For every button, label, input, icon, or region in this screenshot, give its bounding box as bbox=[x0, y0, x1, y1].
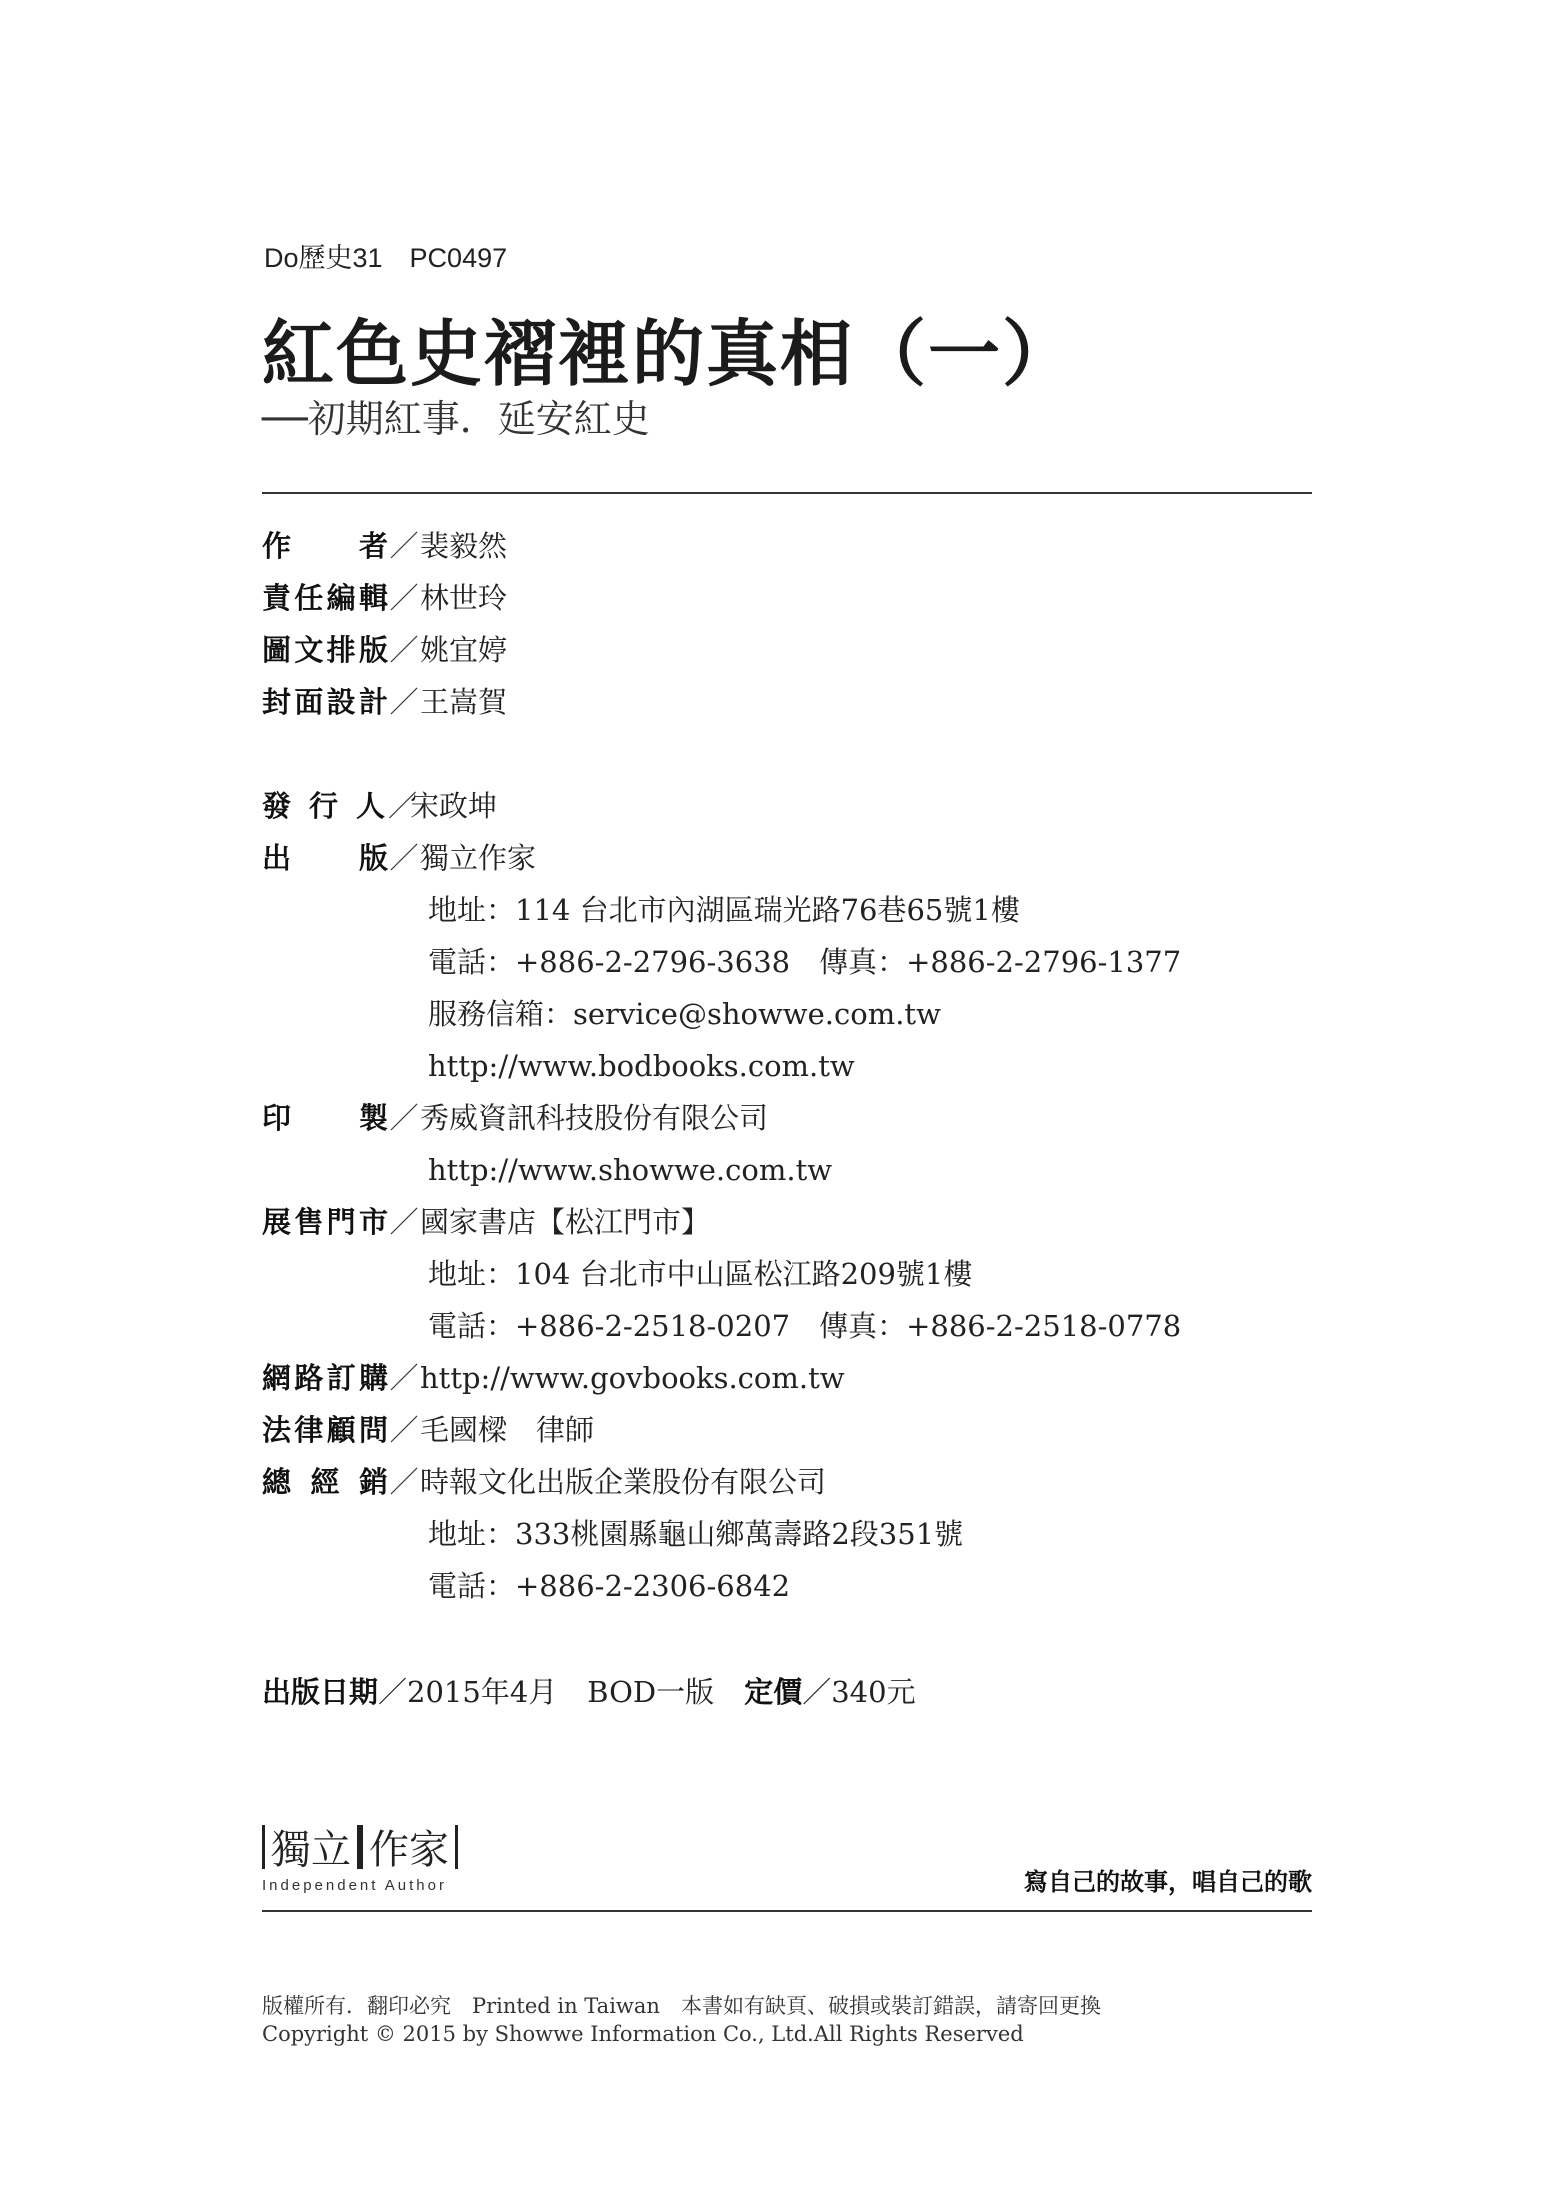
online-order-label: 網 路 訂 購 bbox=[262, 1361, 388, 1395]
credit-value: 裴毅然 bbox=[420, 529, 508, 563]
credit-label: 作 者 bbox=[262, 529, 388, 563]
legal-label: 法 律 顧 問 bbox=[262, 1413, 388, 1447]
series-code: Do歷史31 PC0497 bbox=[264, 243, 508, 273]
credit-editor: 責 任 編 輯 ／ 林世玲 bbox=[262, 572, 1312, 624]
bottom-divider bbox=[262, 1910, 1312, 1912]
distributor-address: 地址：333桃園縣龜山鄉萬壽路2段351號 bbox=[428, 1517, 964, 1551]
publisher-email: 服務信箱：service@showwe.com.tw bbox=[428, 997, 941, 1031]
store-address: 地址：104 台北市中山區松江路209號1樓 bbox=[428, 1257, 973, 1291]
issuer-label: 發 行 人 bbox=[262, 789, 386, 823]
distributor-value: 時報文化出版企業股份有限公司 bbox=[420, 1465, 827, 1499]
credit-label: 封 面 設 計 bbox=[262, 685, 388, 719]
issuer-row: 發 行 人 ／ 宋政坤 bbox=[262, 780, 1312, 832]
online-order-value: http://www.govbooks.com.tw bbox=[420, 1361, 845, 1395]
credit-value: 王嵩賀 bbox=[420, 685, 508, 719]
online-order-row: 網 路 訂 購 ／ http://www.govbooks.com.tw bbox=[262, 1352, 1312, 1404]
publisher-phone: 電話：+886-2-2796-3638 傳真：+886-2-2796-1377 bbox=[428, 945, 1182, 979]
logo-text-2: 作家 bbox=[369, 1827, 449, 1873]
credit-label: 責 任 編 輯 bbox=[262, 581, 388, 615]
book-title: 紅色史褶裡的真相（一） bbox=[262, 311, 1077, 396]
publisher-logo bbox=[262, 1818, 464, 1894]
publisher-value: 獨立作家 bbox=[420, 841, 537, 875]
publisher-row: 出 版 ／ 獨立作家 bbox=[262, 832, 1312, 884]
price-label: 定價 bbox=[744, 1675, 803, 1709]
printer-row: 印 製 ／ 秀威資訊科技股份有限公司 bbox=[262, 1092, 1312, 1144]
book-subtitle: ──初期紅事．延安紅史 bbox=[262, 397, 650, 441]
credit-value: 姚宜婷 bbox=[420, 633, 508, 667]
logo-english: Independent Author bbox=[262, 1877, 447, 1894]
store-phone: 電話：+886-2-2518-0207 傳真：+886-2-2518-0778 bbox=[428, 1309, 1182, 1343]
credits-section bbox=[262, 520, 1312, 1612]
slogan: 寫自己的故事，唱自己的歌 bbox=[1024, 1867, 1312, 1896]
pubdate-value: 2015年4月 bbox=[407, 1675, 558, 1709]
copyright-line-2: Copyright © 2015 by Showwe Information Co., Ltd.All Rights Reserved bbox=[262, 2022, 1024, 2046]
store-row: 展 售 門 市 ／ 國家書店【松江門市】 bbox=[262, 1196, 1312, 1248]
credit-label: 圖 文 排 版 bbox=[262, 633, 388, 667]
copyright-line-1: 版權所有．翻印必究 Printed in Taiwan 本書如有缺頁、破損或裝訂錯誤，請寄回更換 bbox=[262, 1994, 1101, 2018]
credit-value: 林世玲 bbox=[420, 581, 508, 615]
pubdate-label: 出版日期 bbox=[262, 1675, 379, 1709]
publisher-address: 地址：114 台北市內湖區瑞光路76巷65號1樓 bbox=[428, 893, 1020, 927]
credit-cover-design: 封 面 設 計 ／ 王嵩賀 bbox=[262, 676, 1312, 728]
printer-value: 秀威資訊科技股份有限公司 bbox=[420, 1101, 769, 1135]
printer-label: 印 製 bbox=[262, 1101, 388, 1135]
store-value: 國家書店【松江門市】 bbox=[420, 1205, 711, 1239]
top-divider bbox=[262, 492, 1312, 494]
printer-website: http://www.showwe.com.tw bbox=[428, 1153, 833, 1187]
publication-info: 出版日期 ／ 2015年4月 BOD一版 定價 ／ 340元 bbox=[262, 1670, 916, 1711]
distributor-label: 總 經 銷 bbox=[262, 1465, 388, 1499]
edition-value: BOD一版 bbox=[587, 1675, 715, 1709]
price-value: 340元 bbox=[831, 1675, 916, 1709]
legal-row: 法 律 顧 問 ／ 毛國樑 律師 bbox=[262, 1404, 1312, 1456]
legal-value: 毛國樑 律師 bbox=[420, 1413, 595, 1447]
publisher-label: 出 版 bbox=[262, 841, 388, 875]
distributor-row: 總 經 銷 ／ 時報文化出版企業股份有限公司 bbox=[262, 1456, 1312, 1508]
distributor-phone: 電話：+886-2-2306-6842 bbox=[428, 1569, 791, 1603]
credit-author: 作 者 ／ 裴毅然 bbox=[262, 520, 1312, 572]
logo-text-1: 獨立 bbox=[271, 1827, 351, 1873]
store-label: 展 售 門 市 bbox=[262, 1205, 388, 1239]
issuer-value: 宋政坤 bbox=[410, 789, 498, 823]
credit-layout: 圖 文 排 版 ／ 姚宜婷 bbox=[262, 624, 1312, 676]
publisher-website: http://www.bodbooks.com.tw bbox=[428, 1049, 855, 1083]
